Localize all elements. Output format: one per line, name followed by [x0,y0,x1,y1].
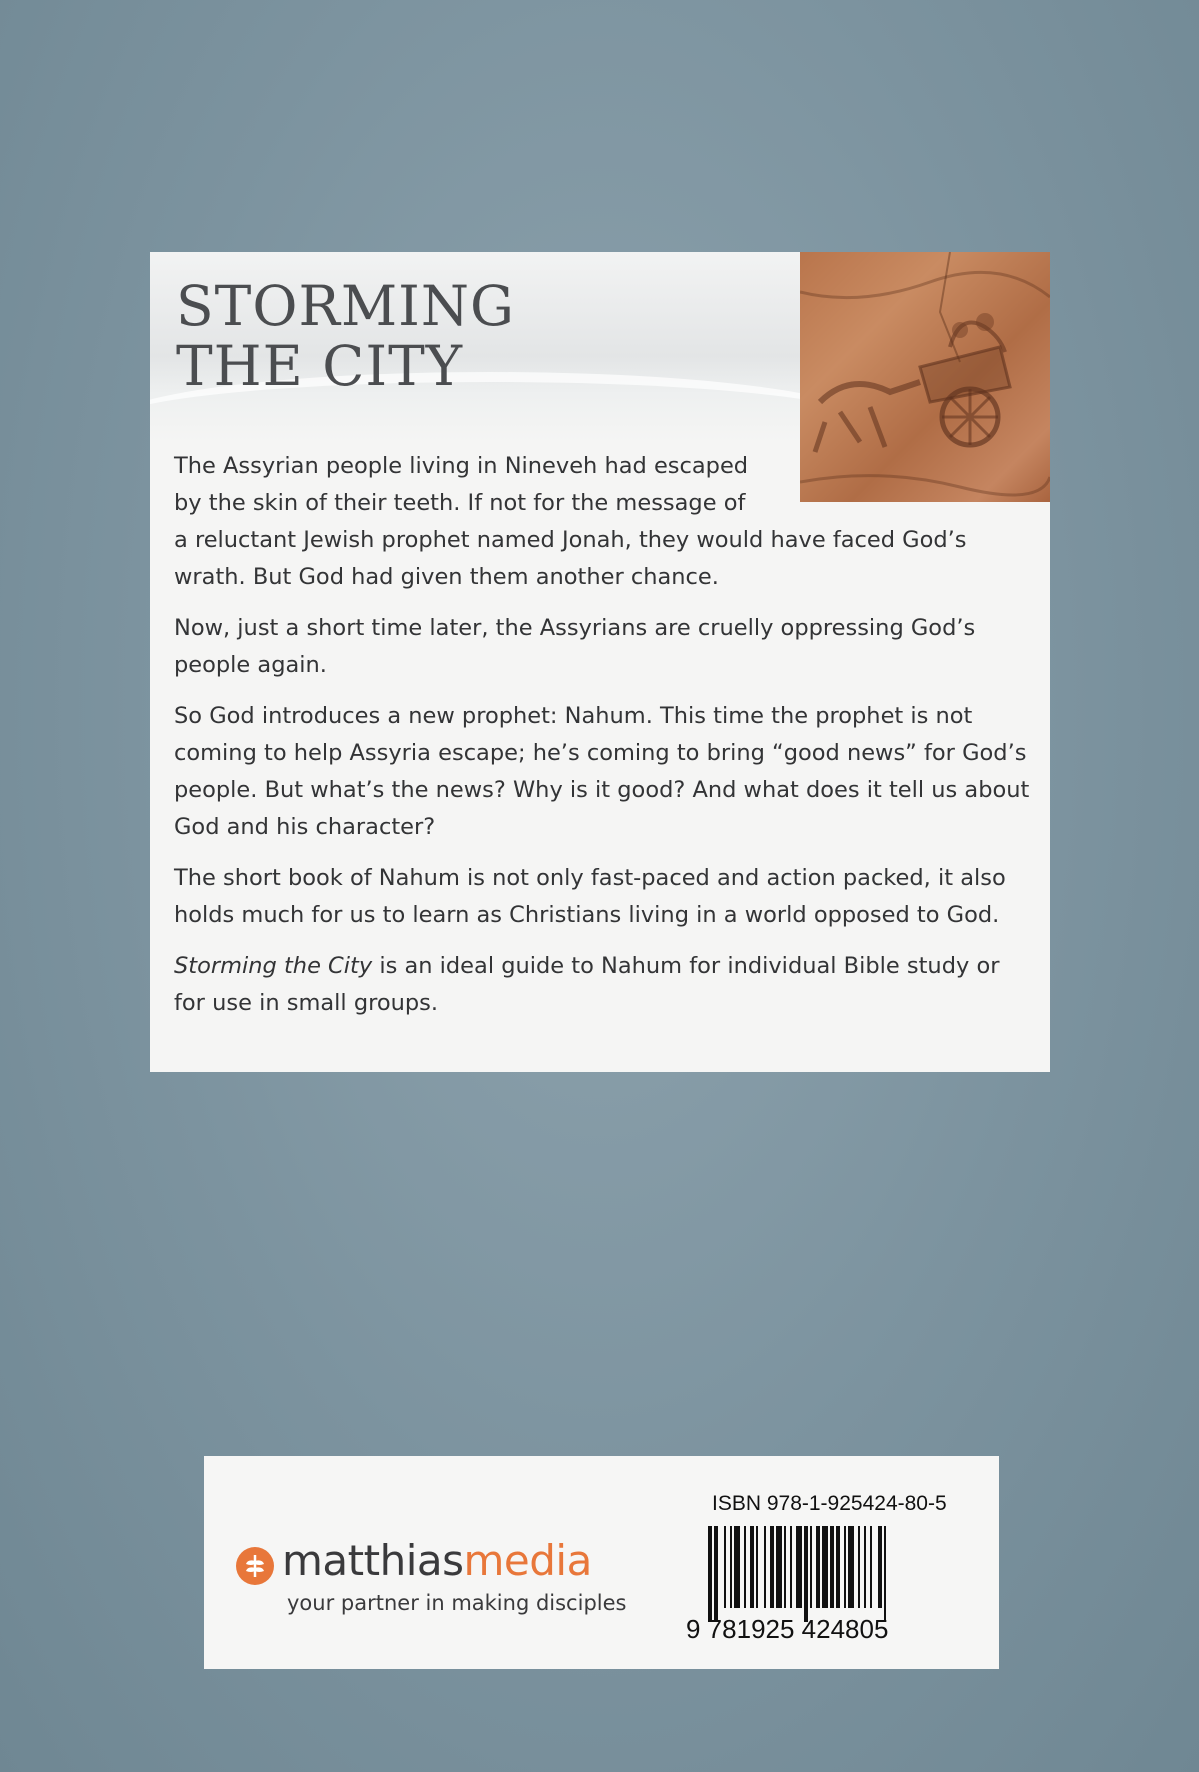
brand-part-1: matthias [282,1536,464,1585]
barcode-bar [836,1526,840,1608]
back-cover-blurb-panel [150,252,1050,1072]
barcode-bar [770,1526,774,1608]
barcode-bar [796,1526,802,1608]
isbn-label: ISBN 978-1-925424-80-5 [712,1492,947,1515]
barcode-bar [724,1526,726,1608]
blurb-paragraph-1b: a reluctant Jewish prophet named Jonah, they would have faced God’s wrath. But God had given them another chance. [174,527,967,590]
book-title-line-2: THE CITY [176,334,464,398]
barcode-bar [878,1526,882,1608]
barcode-bar [810,1526,812,1608]
blurb-body [174,448,1034,1036]
matthias-media-logo-icon [236,1547,274,1585]
book-title [176,276,515,396]
barcode-bar [804,1526,808,1622]
title-band [150,252,800,442]
barcode-bar [708,1526,712,1622]
publisher-tagline: your partner in making disciples [287,1591,627,1615]
closing-text: is an ideal guide to Nahum for individual Bible study or for use in small groups. [174,953,1000,1016]
blurb-paragraph-2: Now, just a short time later, the Assyrians are cruelly oppressing God’s people again. [174,615,976,678]
blurb-paragraph-3: So God introduces a new prophet: Nahum. This time the prophet is not coming to help Assyria escape; he’s coming to bring “good news” for God’s people. But what’s the news? Why is it good? And what does it tell us about God and his character? [174,703,1030,840]
book-title-italic: Storming the City [174,953,373,979]
barcode-bar [750,1526,754,1608]
barcode-bar [870,1526,872,1608]
barcode-bar [756,1526,758,1608]
blurb-paragraph-4: The short book of Nahum is not only fast-paced and action packed, it also holds much for us to learn as Christians living in a world opposed to God. [174,865,1006,928]
barcode-digits: 9 781925 424805 [686,1614,889,1644]
barcode-bar [884,1526,886,1622]
barcode-bar [714,1526,718,1622]
barcode-bar [776,1526,782,1608]
blurb-paragraph-1a: The Assyrian people living in Nineveh had escaped by the skin of their teeth. If not for the message of [174,453,749,516]
barcode-bar [822,1526,828,1608]
barcode-bar [790,1526,792,1608]
barcode-bar [784,1526,786,1608]
barcode-bar [848,1526,854,1608]
book-title-line-1: STORMING [176,274,515,338]
barcode-bar [830,1526,834,1608]
barcode-bar [730,1526,732,1608]
isbn-barcode [684,1524,959,1644]
blurb-paragraph-5 [174,948,1034,1022]
barcode-bar [844,1526,846,1608]
brand-part-2: media [463,1536,592,1585]
barcode-bar [816,1526,820,1608]
barcode-bar [864,1526,866,1608]
barcode-bar [858,1526,860,1608]
barcode-bar [744,1526,746,1608]
barcode-bar [734,1526,740,1608]
publisher-panel [204,1456,999,1669]
publisher-brand [282,1536,592,1586]
barcode-bar [764,1526,766,1608]
